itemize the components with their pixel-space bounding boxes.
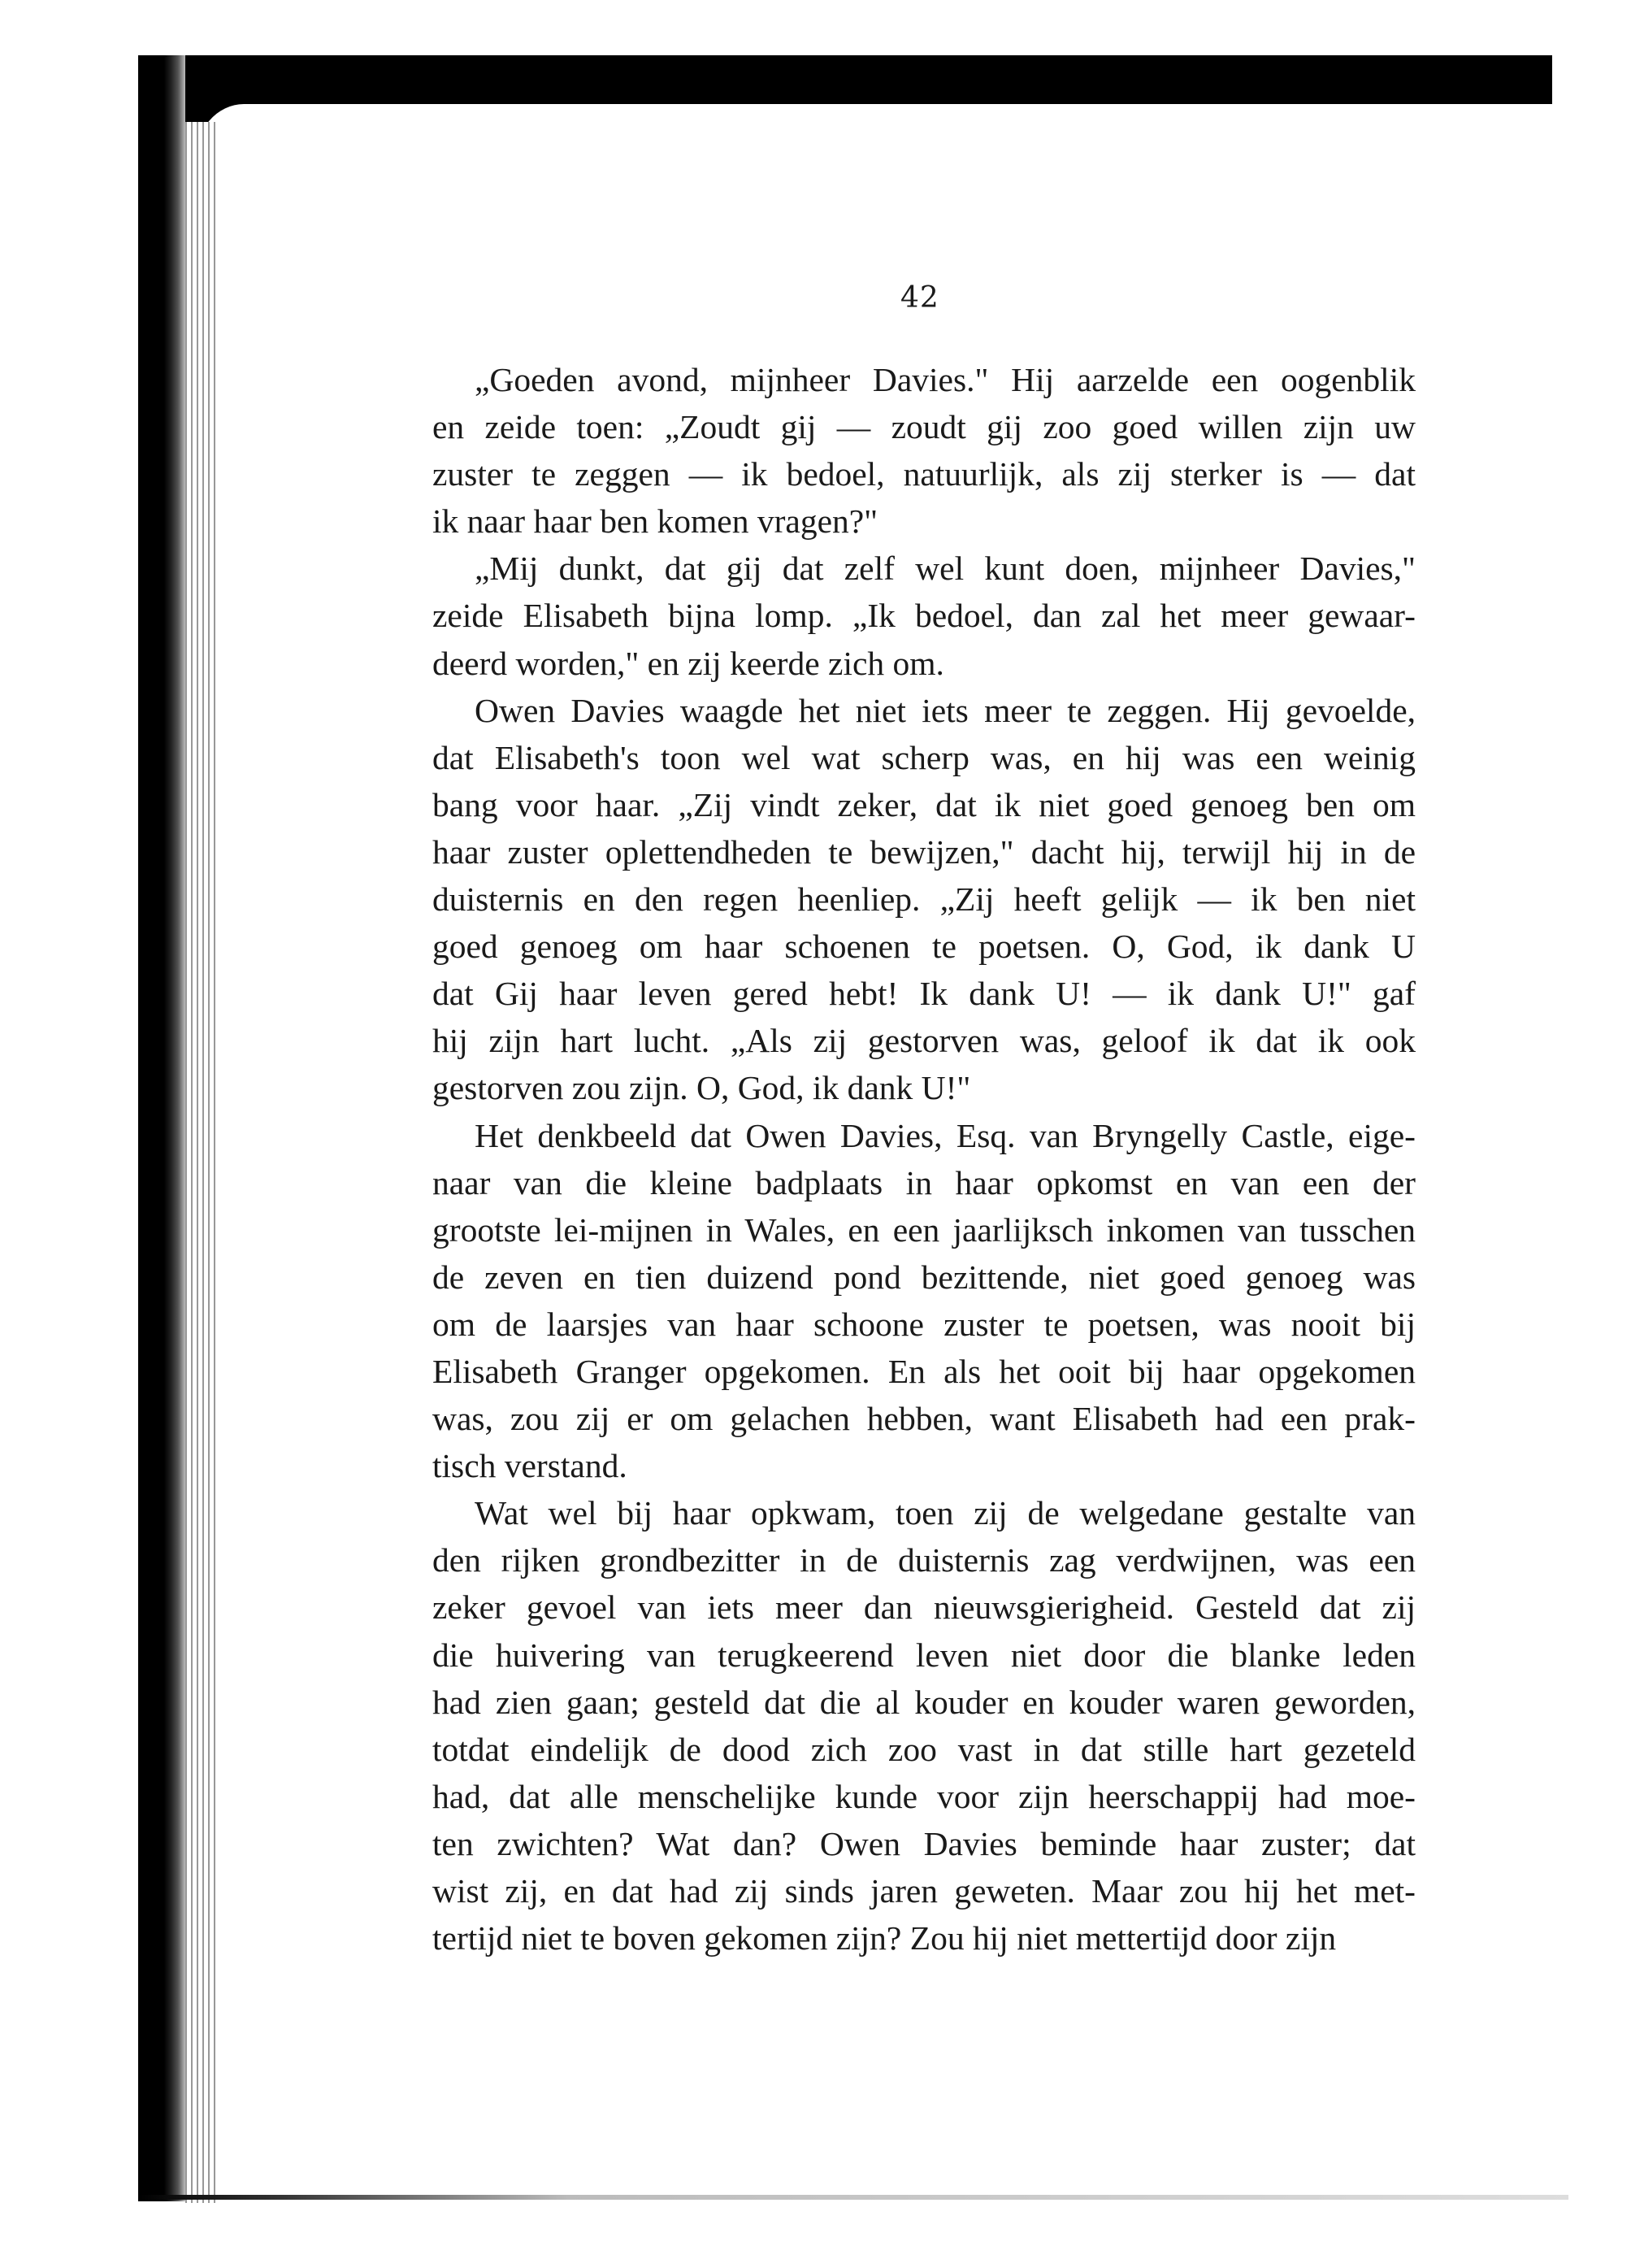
paragraph [432, 687, 1416, 1112]
text-line: naar van die kleine badplaats in haar opkomst en van een der [432, 1163, 1416, 1201]
text-line: ik naar haar ben komen vragen?" [432, 502, 878, 541]
paragraph [432, 1489, 1416, 1962]
text-line: goed genoeg om haar schoenen te poetsen. O, God, ik dank U [432, 928, 1416, 966]
page-number: 42 [900, 281, 939, 315]
text-line: deerd worden," en zij keerde zich om. [432, 644, 944, 682]
text-line: hij zijn hart lucht. „Als zij gestorven was, geloof ik dat ik ook [432, 1022, 1416, 1060]
text-line: ten zwichten? Wat dan? Owen Davies beminde haar zuster; dat [432, 1824, 1416, 1862]
paragraph [432, 1112, 1416, 1490]
text-line: bang voor haar. „Zij vindt zeker, dat ik niet goed genoeg ben om [432, 785, 1416, 823]
text-line: had zien gaan; gesteld dat die al kouder en kouder waren geworden, [432, 1683, 1416, 1721]
text-line: gestorven zou zijn. O, God, ik dank U!" [432, 1069, 971, 1107]
text-line: „Mij dunkt, dat gij dat zelf wel kunt doen, mijnheer Davies," [475, 550, 1416, 588]
text-line: totdat eindelijk de dood zich zoo vast in dat stille hart gezeteld [432, 1730, 1416, 1768]
scan-bottom-shadow [138, 2195, 1568, 2200]
body-text [432, 356, 1416, 1962]
paragraph [432, 545, 1416, 686]
text-line: om de laarsjes van haar schoone zuster te poetsen, was nooit bij [432, 1305, 1416, 1343]
text-line: zeide Elisabeth bijna lomp. „Ik bedoel, dan zal het meer gewaar- [432, 597, 1416, 635]
text-line: was, zou zij er om gelachen hebben, want Elisabeth had een prak- [432, 1400, 1416, 1438]
text-line: tertijd niet te boven gekomen zijn? Zou hij niet mettertijd door zijn [432, 1919, 1337, 1957]
text-line: Wat wel bij haar opkwam, toen zij de welgedane gestalte van [475, 1494, 1416, 1532]
text-line: Elisabeth Granger opgekomen. En als het ooit bij haar opgekomen [432, 1352, 1416, 1390]
text-line: duisternis en den regen heenliep. „Zij heeft gelijk — ik ben niet [432, 880, 1416, 919]
text-line: had, dat alle menschelijke kunde voor zijn heerschappij had moe- [432, 1777, 1416, 1815]
text-line: dat Elisabeth's toon wel wat scherp was, en hij was een weinig [432, 738, 1416, 776]
text-line: haar zuster oplettendheden te bewijzen," dacht hij, terwijl hij in de [432, 832, 1416, 871]
text-line: dat Gij haar leven gered hebt! Ik dank U! — ik dank U!" gaf [432, 975, 1416, 1013]
text-line: grootste lei-mijnen in Wales, en een jaarlijksch inkomen van tusschen [432, 1210, 1416, 1249]
text-line: den rijken grondbezitter in de duisternis zag verdwijnen, was een [432, 1541, 1416, 1579]
text-line: zeker gevoel van iets meer dan nieuwsgierigheid. Gesteld dat zij [432, 1588, 1416, 1627]
text-line: Het denkbeeld dat Owen Davies, Esq. van Bryngelly Castle, eige- [475, 1116, 1416, 1154]
page-corner-curve [195, 104, 1560, 169]
text-line: zuster te zeggen — ik bedoel, natuurlijk, als zij sterker is — dat [432, 455, 1416, 493]
text-line: en zeide toen: „Zoudt gij — zoudt gij zoo goed willen zijn uw [432, 408, 1416, 446]
text-line: die huivering van terugkeerend leven niet door die blanke leden [432, 1636, 1416, 1674]
scan-spine-shadow [138, 55, 185, 2201]
text-line: wist zij, en dat had zij sinds jaren geweten. Maar zou hij het met- [432, 1872, 1416, 1910]
text-line: „Goeden avond, mijnheer Davies." Hij aarzelde een oogenblik [475, 361, 1416, 398]
text-line: Owen Davies waagde het niet iets meer te zeggen. Hij gevoelde, [475, 691, 1416, 729]
text-line: tisch verstand. [432, 1447, 627, 1485]
paragraph [432, 356, 1416, 545]
text-line: de zeven en tien duizend pond bezittende, niet goed genoeg was [432, 1258, 1416, 1296]
scan-spine-edge-lines [185, 122, 218, 2203]
